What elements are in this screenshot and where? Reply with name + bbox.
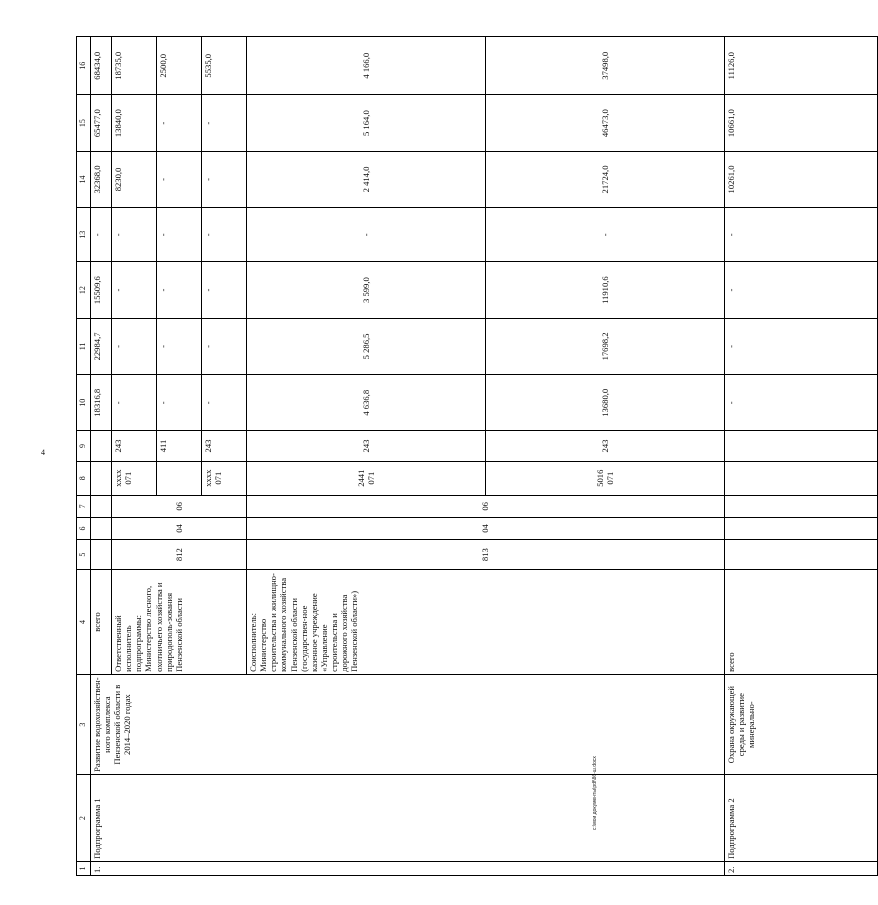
cell-2020: 68434,0: [91, 37, 112, 95]
cell-csr: xxxx 071: [202, 461, 247, 495]
cell-2020: 5535,0: [202, 37, 247, 95]
cell-2015: 17698,2: [486, 318, 725, 374]
cell-2020: 11126,0: [725, 37, 878, 95]
subprogram-title: Охрана окружающей среды и развитие минерально-: [725, 674, 878, 775]
cell-2018: 2 414,0: [247, 151, 486, 207]
cell-vr: 243: [112, 431, 157, 461]
col-header: 10: [77, 375, 91, 431]
cell-2017: -: [112, 208, 157, 262]
co-executor: Соисполнитель: Министерство строительства и жилищно-коммунального хозяйства Пензенской области (государствен-ное казенное учреждение «Управление строительства и дорожного хозяйства Пензенской области»): [247, 570, 725, 675]
cell-2016: -: [157, 262, 202, 318]
subprogram-name: Подпрограмма 2: [725, 775, 878, 862]
column-number-row: [77, 37, 91, 876]
col-header: 5: [77, 540, 91, 570]
cell-2016: 3 599,0: [247, 262, 486, 318]
cell-2015: -: [157, 318, 202, 374]
cell-2017: -: [202, 208, 247, 262]
cell-2015: -: [112, 318, 157, 374]
cell-2018: -: [157, 151, 202, 207]
cell-2019: 10661,0: [725, 95, 878, 151]
cell-2016: -: [202, 262, 247, 318]
cell-2014: -: [112, 375, 157, 431]
cell-2018: 10261,0: [725, 151, 878, 207]
cell-vr: 243: [486, 431, 725, 461]
cell-2017: -: [725, 208, 878, 262]
cell-2020: 2500,0: [157, 37, 202, 95]
cell-2017: -: [91, 208, 112, 262]
cell-vr: 243: [202, 431, 247, 461]
cell-2016: -: [112, 262, 157, 318]
table-row: [725, 37, 878, 876]
table-row: [91, 37, 112, 876]
row-number: 1.: [91, 861, 725, 875]
footer-file-path: c:\мои документы\pdf\86-ш.docx: [592, 756, 598, 830]
row-number: 2.: [725, 861, 878, 875]
cell-2014: -: [157, 375, 202, 431]
subprogram-title: Развитие водохозяйствен-ного комплекса Пензенской области в 2014–2020 годах: [91, 674, 725, 775]
cell-grbs: 813: [247, 540, 725, 570]
cell-2019: -: [157, 95, 202, 151]
cell-2020: 37498,0: [486, 37, 725, 95]
cell-2016: 11910,6: [486, 262, 725, 318]
col-header: 6: [77, 517, 91, 539]
row-label: всего: [91, 570, 112, 675]
responsible-executor: Ответственный исполнитель подпрограммы: Министерство лесного, охотничьего хозяйства и природополь-зования Пензенской области: [112, 570, 247, 675]
cell-2019: -: [202, 95, 247, 151]
cell-2015: -: [725, 318, 878, 374]
cell-2019: 46473,0: [486, 95, 725, 151]
col-header: 11: [77, 318, 91, 374]
cell-csr: 5016 071: [486, 461, 725, 495]
cell-csr: xxxx 071: [112, 461, 157, 495]
cell-2020: 4 166,0: [247, 37, 486, 95]
cell-2018: -: [202, 151, 247, 207]
col-header: 15: [77, 95, 91, 151]
cell-2017: -: [157, 208, 202, 262]
cell-csr: 2441 071: [247, 461, 486, 495]
cell-pr: 06: [247, 495, 725, 517]
cell-pr: 06: [112, 495, 247, 517]
cell-2019: 13840,0: [112, 95, 157, 151]
cell-vr: 411: [157, 431, 202, 461]
cell-2017: -: [486, 208, 725, 262]
cell-rz: 04: [112, 517, 247, 539]
cell-vr: 243: [247, 431, 486, 461]
cell-2014: 18316,8: [91, 375, 112, 431]
cell-grbs: 812: [112, 540, 247, 570]
cell-2016: -: [725, 262, 878, 318]
cell-2015: 5 286,5: [247, 318, 486, 374]
subprogram-name: Подпрограмма 1: [91, 775, 725, 862]
cell-2014: 4 636,8: [247, 375, 486, 431]
cell-2015: 22984,7: [91, 318, 112, 374]
cell-csr: [157, 461, 202, 495]
col-header: 9: [77, 431, 91, 461]
col-header: 7: [77, 495, 91, 517]
cell-2018: 21724,0: [486, 151, 725, 207]
cell-2018: 32368,0: [91, 151, 112, 207]
cell-rz: 04: [247, 517, 725, 539]
cell-2017: -: [247, 208, 486, 262]
cell-2014: 13680,0: [486, 375, 725, 431]
row-label: всего: [725, 570, 878, 675]
cell-2014: -: [202, 375, 247, 431]
cell-2019: 65477,0: [91, 95, 112, 151]
cell-2020: 18735,0: [112, 37, 157, 95]
cell-2019: 5 164,0: [247, 95, 486, 151]
col-header: 13: [77, 208, 91, 262]
col-header: 16: [77, 37, 91, 95]
page-number: 4: [41, 448, 45, 457]
col-header: 2: [77, 775, 91, 862]
cell-2014: -: [725, 375, 878, 431]
col-header: 12: [77, 262, 91, 318]
cell-2018: 8230,0: [112, 151, 157, 207]
col-header: 14: [77, 151, 91, 207]
col-header: 1: [77, 861, 91, 875]
col-header: 3: [77, 674, 91, 775]
col-header: 4: [77, 570, 91, 675]
budget-table: [76, 36, 878, 876]
cell-2015: -: [202, 318, 247, 374]
col-header: 8: [77, 461, 91, 495]
cell-2016: 15509,6: [91, 262, 112, 318]
